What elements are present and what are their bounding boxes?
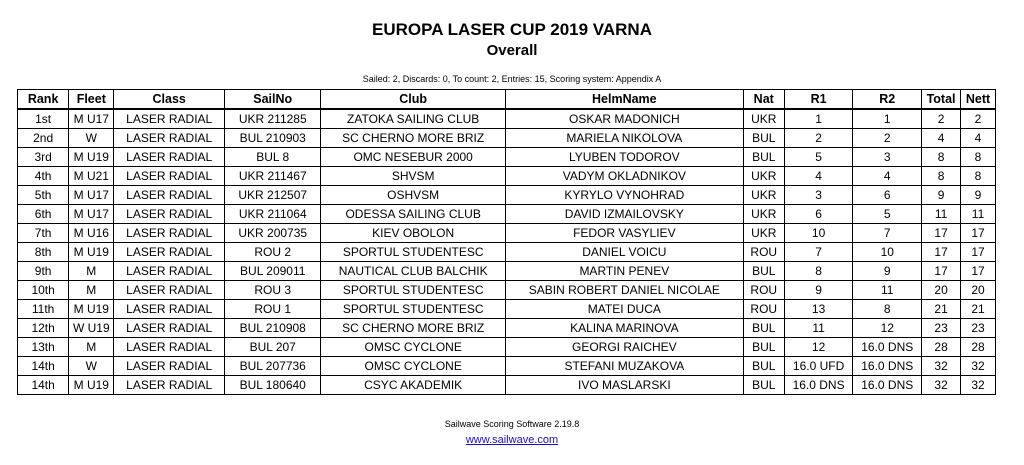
cell-helmname: DANIEL VOICU	[505, 243, 743, 262]
cell-nat: BUL	[743, 319, 784, 338]
cell-rank: 12th	[18, 319, 69, 338]
cell-r2: 1	[853, 109, 922, 129]
cell-nat: UKR	[743, 109, 784, 129]
cell-nett: 32	[961, 376, 996, 395]
cell-total: 8	[922, 167, 961, 186]
cell-helmname: DAVID IZMAILOVSKY	[505, 205, 743, 224]
cell-total: 9	[922, 186, 961, 205]
cell-rank: 2nd	[18, 129, 69, 148]
cell-fleet: W	[69, 357, 114, 376]
cell-class: LASER RADIAL	[114, 338, 225, 357]
cell-club: ODESSA SAILING CLUB	[321, 205, 506, 224]
cell-nett: 17	[961, 243, 996, 262]
cell-nat: UKR	[743, 205, 784, 224]
cell-r2: 7	[853, 224, 922, 243]
cell-nat: UKR	[743, 167, 784, 186]
cell-r2: 3	[853, 148, 922, 167]
cell-class: LASER RADIAL	[114, 224, 225, 243]
cell-class: LASER RADIAL	[114, 109, 225, 129]
cell-r1: 6	[784, 205, 853, 224]
cell-sailno: BUL 180640	[225, 376, 321, 395]
table-row	[18, 262, 996, 281]
cell-club: SC CHERNO MORE BRIZ	[321, 319, 506, 338]
cell-rank: 9th	[18, 262, 69, 281]
table-row	[18, 109, 996, 129]
cell-club: NAUTICAL CLUB BALCHIK	[321, 262, 506, 281]
cell-r1: 3	[784, 186, 853, 205]
cell-club: CSYC AKADEMIK	[321, 376, 506, 395]
cell-r1: 10	[784, 224, 853, 243]
cell-fleet: W U19	[69, 319, 114, 338]
cell-r2: 5	[853, 205, 922, 224]
cell-fleet: M U19	[69, 243, 114, 262]
cell-total: 28	[922, 338, 961, 357]
column-header-r1: R1	[784, 90, 853, 110]
cell-sailno: BUL 8	[225, 148, 321, 167]
cell-rank: 3rd	[18, 148, 69, 167]
results-header-row	[18, 90, 996, 110]
cell-club: SHVSM	[321, 167, 506, 186]
cell-r1: 2	[784, 129, 853, 148]
column-header-sailno: SailNo	[225, 90, 321, 110]
table-row	[18, 129, 996, 148]
cell-total: 11	[922, 205, 961, 224]
cell-nett: 2	[961, 109, 996, 129]
cell-r2: 6	[853, 186, 922, 205]
cell-fleet: M U17	[69, 186, 114, 205]
cell-total: 21	[922, 300, 961, 319]
cell-total: 4	[922, 129, 961, 148]
cell-fleet: M	[69, 281, 114, 300]
cell-nat: UKR	[743, 186, 784, 205]
cell-nett: 8	[961, 148, 996, 167]
cell-fleet: M U17	[69, 205, 114, 224]
cell-helmname: MARIELA NIKOLOVA	[505, 129, 743, 148]
cell-sailno: ROU 2	[225, 243, 321, 262]
cell-rank: 6th	[18, 205, 69, 224]
cell-r2: 8	[853, 300, 922, 319]
cell-sailno: ROU 1	[225, 300, 321, 319]
cell-rank: 5th	[18, 186, 69, 205]
cell-nat: ROU	[743, 281, 784, 300]
cell-rank: 1st	[18, 109, 69, 129]
cell-sailno: UKR 200735	[225, 224, 321, 243]
cell-nat: BUL	[743, 148, 784, 167]
cell-class: LASER RADIAL	[114, 148, 225, 167]
cell-r1: 13	[784, 300, 853, 319]
cell-r1: 1	[784, 109, 853, 129]
cell-fleet: M	[69, 262, 114, 281]
results-table	[17, 89, 996, 395]
cell-club: SPORTUL STUDENTESC	[321, 281, 506, 300]
cell-club: SC CHERNO MORE BRIZ	[321, 129, 506, 148]
cell-sailno: BUL 210903	[225, 129, 321, 148]
cell-helmname: GEORGI RAICHEV	[505, 338, 743, 357]
cell-nett: 28	[961, 338, 996, 357]
table-row	[18, 338, 996, 357]
cell-total: 32	[922, 357, 961, 376]
table-row	[18, 205, 996, 224]
cell-r2: 4	[853, 167, 922, 186]
cell-helmname: KALINA MARINOVA	[505, 319, 743, 338]
column-header-club: Club	[321, 90, 506, 110]
table-row	[18, 319, 996, 338]
cell-r1: 7	[784, 243, 853, 262]
cell-club: KIEV OBOLON	[321, 224, 506, 243]
cell-helmname: STEFANI MUZAKOVA	[505, 357, 743, 376]
cell-r1: 16.0 UFD	[784, 357, 853, 376]
cell-helmname: OSKAR MADONICH	[505, 109, 743, 129]
scoring-summary: Sailed: 2, Discards: 0, To count: 2, Entries: 15, Scoring system: Appendix A	[362, 74, 662, 84]
cell-nett: 11	[961, 205, 996, 224]
cell-nett: 17	[961, 224, 996, 243]
cell-helmname: FEDOR VASYLIEV	[505, 224, 743, 243]
cell-r1: 12	[784, 338, 853, 357]
cell-fleet: M U17	[69, 109, 114, 129]
cell-r2: 9	[853, 262, 922, 281]
cell-total: 32	[922, 376, 961, 395]
cell-club: SPORTUL STUDENTESC	[321, 300, 506, 319]
cell-total: 17	[922, 224, 961, 243]
cell-helmname: KYRYLO VYNOHRAD	[505, 186, 743, 205]
cell-helmname: IVO MASLARSKI	[505, 376, 743, 395]
cell-total: 20	[922, 281, 961, 300]
cell-rank: 13th	[18, 338, 69, 357]
cell-club: OSHVSM	[321, 186, 506, 205]
column-header-total: Total	[922, 90, 961, 110]
sailwave-link[interactable]: www.sailwave.com	[465, 434, 559, 446]
cell-sailno: BUL 207736	[225, 357, 321, 376]
cell-club: OMSC CYCLONE	[321, 338, 506, 357]
cell-nat: BUL	[743, 338, 784, 357]
cell-class: LASER RADIAL	[114, 243, 225, 262]
table-row	[18, 300, 996, 319]
cell-nett: 9	[961, 186, 996, 205]
cell-nat: BUL	[743, 376, 784, 395]
page-subtitle: Overall	[486, 42, 538, 59]
cell-total: 17	[922, 243, 961, 262]
cell-club: SPORTUL STUDENTESC	[321, 243, 506, 262]
cell-class: LASER RADIAL	[114, 167, 225, 186]
cell-helmname: SABIN ROBERT DANIEL NICOLAE	[505, 281, 743, 300]
page-title: EUROPA LASER CUP 2019 VARNA	[372, 20, 652, 39]
cell-nett: 8	[961, 167, 996, 186]
table-row	[18, 376, 996, 395]
cell-nat: ROU	[743, 300, 784, 319]
results-body	[18, 109, 996, 395]
cell-r1: 9	[784, 281, 853, 300]
cell-class: LASER RADIAL	[114, 319, 225, 338]
table-row	[18, 186, 996, 205]
table-row	[18, 167, 996, 186]
column-header-nett: Nett	[961, 90, 996, 110]
cell-class: LASER RADIAL	[114, 300, 225, 319]
cell-fleet: M U16	[69, 224, 114, 243]
cell-class: LASER RADIAL	[114, 205, 225, 224]
cell-r1: 8	[784, 262, 853, 281]
cell-sailno: BUL 209011	[225, 262, 321, 281]
cell-sailno: BUL 210908	[225, 319, 321, 338]
cell-r2: 16.0 DNS	[853, 376, 922, 395]
table-row	[18, 357, 996, 376]
table-row	[18, 148, 996, 167]
cell-helmname: MARTIN PENEV	[505, 262, 743, 281]
cell-class: LASER RADIAL	[114, 262, 225, 281]
cell-total: 17	[922, 262, 961, 281]
cell-sailno: UKR 211467	[225, 167, 321, 186]
cell-club: OMC NESEBUR 2000	[321, 148, 506, 167]
table-row	[18, 224, 996, 243]
cell-r1: 4	[784, 167, 853, 186]
cell-total: 23	[922, 319, 961, 338]
cell-class: LASER RADIAL	[114, 357, 225, 376]
cell-club: ZATOKA SAILING CLUB	[321, 109, 506, 129]
column-header-fleet: Fleet	[69, 90, 114, 110]
cell-r2: 12	[853, 319, 922, 338]
cell-nat: BUL	[743, 357, 784, 376]
cell-r2: 11	[853, 281, 922, 300]
cell-total: 2	[922, 109, 961, 129]
cell-helmname: VADYM OKLADNIKOV	[505, 167, 743, 186]
cell-rank: 8th	[18, 243, 69, 262]
cell-rank: 14th	[18, 376, 69, 395]
cell-r2: 2	[853, 129, 922, 148]
cell-nett: 4	[961, 129, 996, 148]
cell-nat: BUL	[743, 129, 784, 148]
column-header-helmname: HelmName	[505, 90, 743, 110]
cell-r2: 16.0 DNS	[853, 357, 922, 376]
cell-sailno: UKR 211064	[225, 205, 321, 224]
column-header-r2: R2	[853, 90, 922, 110]
table-row	[18, 281, 996, 300]
cell-rank: 11th	[18, 300, 69, 319]
cell-r1: 5	[784, 148, 853, 167]
software-credit: Sailwave Scoring Software 2.19.8	[444, 419, 580, 429]
cell-fleet: M U19	[69, 148, 114, 167]
column-header-class: Class	[114, 90, 225, 110]
cell-fleet: M U19	[69, 376, 114, 395]
cell-class: LASER RADIAL	[114, 129, 225, 148]
cell-sailno: UKR 212507	[225, 186, 321, 205]
cell-fleet: W	[69, 129, 114, 148]
cell-club: OMSC CYCLONE	[321, 357, 506, 376]
table-row	[18, 243, 996, 262]
cell-class: LASER RADIAL	[114, 376, 225, 395]
cell-sailno: ROU 3	[225, 281, 321, 300]
cell-r2: 10	[853, 243, 922, 262]
column-header-rank: Rank	[18, 90, 69, 110]
cell-helmname: MATEI DUCA	[505, 300, 743, 319]
cell-helmname: LYUBEN TODOROV	[505, 148, 743, 167]
cell-fleet: M	[69, 338, 114, 357]
cell-r2: 16.0 DNS	[853, 338, 922, 357]
cell-nett: 17	[961, 262, 996, 281]
cell-nett: 23	[961, 319, 996, 338]
cell-class: LASER RADIAL	[114, 281, 225, 300]
cell-r1: 11	[784, 319, 853, 338]
column-header-nat: Nat	[743, 90, 784, 110]
cell-rank: 4th	[18, 167, 69, 186]
cell-fleet: M U21	[69, 167, 114, 186]
cell-nat: BUL	[743, 262, 784, 281]
cell-total: 8	[922, 148, 961, 167]
cell-nat: ROU	[743, 243, 784, 262]
cell-class: LASER RADIAL	[114, 186, 225, 205]
cell-rank: 10th	[18, 281, 69, 300]
cell-rank: 7th	[18, 224, 69, 243]
cell-rank: 14th	[18, 357, 69, 376]
cell-r1: 16.0 DNS	[784, 376, 853, 395]
cell-nett: 20	[961, 281, 996, 300]
cell-nett: 32	[961, 357, 996, 376]
cell-nett: 21	[961, 300, 996, 319]
cell-fleet: M U19	[69, 300, 114, 319]
cell-sailno: BUL 207	[225, 338, 321, 357]
cell-nat: UKR	[743, 224, 784, 243]
cell-sailno: UKR 211285	[225, 109, 321, 129]
